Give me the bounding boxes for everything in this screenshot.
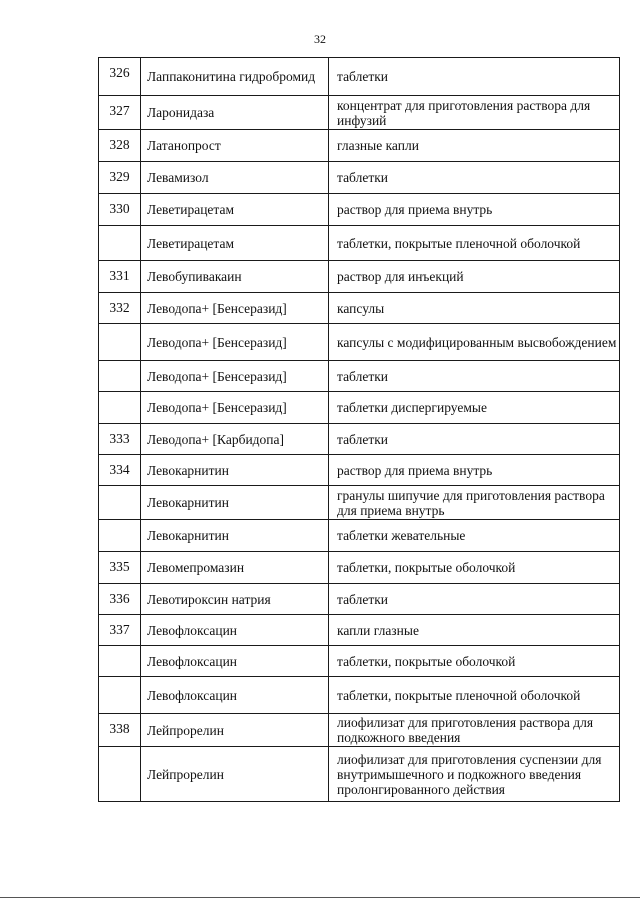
table-row [99,324,620,361]
substance-name: Левофлоксацин [141,615,329,646]
table-row [99,677,620,714]
substance-name: Левокарнитин [141,520,329,552]
drug-table [98,57,620,802]
row-number: 333 [99,424,141,455]
substance-name: Левомепромазин [141,552,329,584]
table-row [99,646,620,677]
substance-name: Ларонидаза [141,96,329,130]
substance-name: Левотироксин натрия [141,584,329,615]
dosage-form: таблетки [329,361,620,392]
dosage-form: таблетки, покрытые пленочной оболочкой [329,226,620,261]
substance-name: Леводопа+ [Карбидопа] [141,424,329,455]
dosage-form: таблетки [329,162,620,194]
dosage-form: таблетки [329,58,620,96]
substance-name: Левобупивакаин [141,261,329,293]
table-row [99,261,620,293]
dosage-form: раствор для приема внутрь [329,455,620,486]
table-row [99,130,620,162]
table-row [99,392,620,424]
dosage-form: капсулы с модифицированным высвобождением [329,324,620,361]
substance-name: Левофлоксацин [141,677,329,714]
row-number: 335 [99,552,141,584]
dosage-form: концентрат для приготовления раствора для инфузий [329,96,620,130]
row-number [99,646,141,677]
row-number: 327 [99,96,141,130]
substance-name: Латанопрост [141,130,329,162]
row-number [99,324,141,361]
row-number: 336 [99,584,141,615]
substance-name: Левофлоксацин [141,646,329,677]
dosage-form: таблетки, покрытые пленочной оболочкой [329,677,620,714]
dosage-form: раствор для инъекций [329,261,620,293]
substance-name: Леветирацетам [141,226,329,261]
substance-name: Леветирацетам [141,194,329,226]
dosage-form: таблетки, покрытые оболочкой [329,646,620,677]
page-number: 32 [314,32,326,46]
substance-name: Леводопа+ [Бенсеразид] [141,361,329,392]
dosage-form: гранулы шипучие для приготовления раствора для приема внутрь [329,486,620,520]
table-row [99,455,620,486]
substance-name: Лейпрорелин [141,714,329,747]
dosage-form: лиофилизат для приготовления раствора для подкожного введения [329,714,620,747]
table-row [99,293,620,324]
row-number: 331 [99,261,141,293]
row-number [99,392,141,424]
row-number: 326 [99,58,141,96]
table-row [99,226,620,261]
substance-name: Леводопа+ [Бенсеразид] [141,324,329,361]
substance-name: Леводопа+ [Бенсеразид] [141,392,329,424]
substance-name: Лаппаконитина гидробромид [141,58,329,96]
table-row [99,96,620,130]
dosage-form: таблетки диспергируемые [329,392,620,424]
row-number [99,226,141,261]
table-row [99,58,620,96]
table-row [99,424,620,455]
table-row [99,486,620,520]
row-number [99,677,141,714]
row-number: 338 [99,714,141,747]
row-number: 329 [99,162,141,194]
row-number: 330 [99,194,141,226]
row-number [99,520,141,552]
table-row [99,361,620,392]
table-row [99,162,620,194]
substance-name: Левокарнитин [141,486,329,520]
row-number: 334 [99,455,141,486]
dosage-form: капсулы [329,293,620,324]
table-row [99,615,620,646]
row-number [99,486,141,520]
table-row [99,584,620,615]
substance-name: Левамизол [141,162,329,194]
dosage-form: таблетки, покрытые оболочкой [329,552,620,584]
row-number [99,361,141,392]
dosage-form: капли глазные [329,615,620,646]
row-number: 337 [99,615,141,646]
row-number: 332 [99,293,141,324]
row-number: 328 [99,130,141,162]
table-row [99,747,620,802]
table-row [99,552,620,584]
page-bottom-rule [0,897,640,898]
substance-name: Левокарнитин [141,455,329,486]
table-row [99,714,620,747]
dosage-form: таблетки [329,584,620,615]
substance-name: Леводопа+ [Бенсеразид] [141,293,329,324]
table-row [99,194,620,226]
dosage-form: глазные капли [329,130,620,162]
dosage-form: таблетки [329,424,620,455]
table-row [99,520,620,552]
dosage-form: раствор для приема внутрь [329,194,620,226]
dosage-form: таблетки жевательные [329,520,620,552]
row-number [99,747,141,802]
substance-name: Лейпрорелин [141,747,329,802]
dosage-form: лиофилизат для приготовления суспензии для внутримышечного и подкожного введения пролонгированного действия [329,747,620,802]
